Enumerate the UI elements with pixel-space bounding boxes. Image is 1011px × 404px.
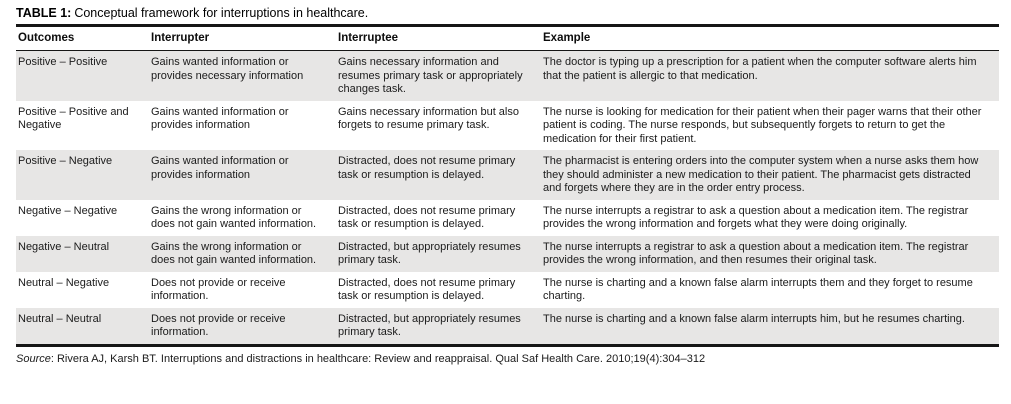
cell-interrupter: Does not provide or receive information. xyxy=(151,276,286,302)
cell-interrupter: Gains the wrong information or does not gain wanted information. xyxy=(151,240,317,266)
cell-interruptee: Gains necessary information but also forgets to resume primary task. xyxy=(338,105,519,131)
cell-example: The pharmacist is entering orders into the computer system when a nurse asks them how they should administer a new medication to their patient. The pharmacist gets distracted and forgets where they are in the order entry process. xyxy=(543,155,979,194)
table-row xyxy=(16,236,999,272)
table-row xyxy=(16,150,999,200)
table-row xyxy=(16,200,999,236)
cell-interrupter: Gains the wrong information or does not gain wanted information. xyxy=(151,204,317,230)
cell-outcome: Positive – Positive xyxy=(18,56,108,68)
cell-interruptee: Distracted, does not resume primary task or resumption is delayed. xyxy=(338,155,516,181)
table-title-text: Conceptual framework for interruptions in healthcare. xyxy=(74,6,369,20)
table-row xyxy=(16,272,999,308)
column-header-outcomes: Outcomes xyxy=(16,26,149,51)
cell-outcome: Neutral – Neutral xyxy=(18,312,102,325)
cell-example: The nurse is charting and a known false alarm interrupts them and they forget to resume charting. xyxy=(543,276,973,302)
cell-example: The nurse interrupts a registrar to ask a question about a medication item. The registrar provides the wrong information, and then resumes their original task. xyxy=(543,240,969,266)
cell-outcome: Negative – Neutral xyxy=(18,240,110,253)
table-title xyxy=(16,6,999,21)
column-header-interrupter: Interrupter xyxy=(149,26,336,51)
cell-interruptee: Distracted, but appropriately resumes primary task. xyxy=(338,240,521,266)
cell-example: The nurse interrupts a registrar to ask a question about a medication item. The registrar provides the wrong information and forgets what they were doing originally. xyxy=(543,204,969,230)
table-row xyxy=(16,51,999,101)
source-text: : Rivera AJ, Karsh BT. Interruptions and distractions in healthcare: Review and reappraisal. Qual Saf Health Care. 2010;19(4):304–312 xyxy=(50,352,706,365)
table-row xyxy=(16,308,999,346)
cell-interruptee: Distracted, but appropriately resumes primary task. xyxy=(338,312,521,338)
cell-interruptee: Gains necessary information and resumes primary task or appropriately changes task. xyxy=(338,56,523,95)
conceptual-framework-table xyxy=(16,24,999,347)
cell-example: The doctor is typing up a prescription for a patient when the computer software alerts him that the patient is allergic to that medication. xyxy=(543,56,977,82)
cell-interrupter: Gains wanted information or provides information xyxy=(151,155,289,181)
cell-example: The nurse is charting and a known false alarm interrupts him, but he resumes charting. xyxy=(543,312,965,325)
cell-interrupter: Gains wanted information or provides necessary information xyxy=(151,56,304,82)
table-number-label: TABLE 1: xyxy=(16,6,72,20)
cell-outcome: Negative – Negative xyxy=(18,204,118,217)
cell-interrupter: Does not provide or receive information. xyxy=(151,312,286,338)
column-header-interruptee: Interruptee xyxy=(336,26,541,51)
cell-interrupter: Gains wanted information or provides information xyxy=(151,105,289,131)
column-header-example: Example xyxy=(541,26,999,51)
source-citation xyxy=(16,353,999,366)
cell-interruptee: Distracted, does not resume primary task or resumption is delayed. xyxy=(338,276,516,302)
cell-outcome: Positive – Positive and Negative xyxy=(18,105,129,131)
table-header-row xyxy=(16,26,999,51)
table-row xyxy=(16,101,999,151)
cell-example: The nurse is looking for medication for their patient when their pager warns that their other patient is coding. The nurse responds, but subsequently forgets to return to get the medication for their first patient. xyxy=(543,105,982,145)
source-label: Source xyxy=(16,352,51,365)
cell-outcome: Positive – Negative xyxy=(18,155,113,167)
cell-outcome: Neutral – Negative xyxy=(18,276,110,289)
cell-interruptee: Distracted, does not resume primary task or resumption is delayed. xyxy=(338,204,516,230)
